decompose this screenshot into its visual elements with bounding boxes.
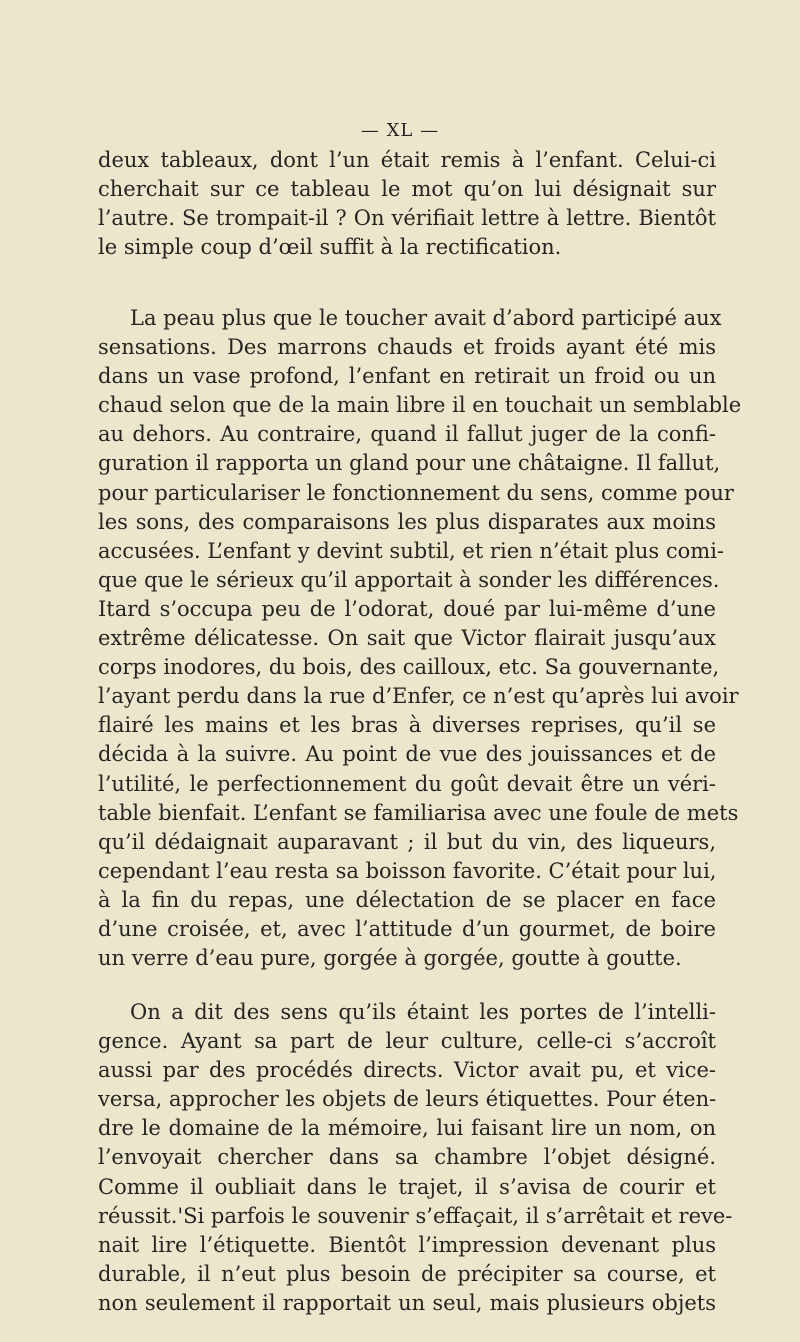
text-line: non seulement il rapportait un seul, mais plusieurs objets: [98, 1290, 716, 1315]
text-line: un verre d’eau pure, gorgée à gorgée, goutte à goutte.: [98, 946, 682, 971]
text-line: cherchait sur ce tableau le mot qu’on lui désignait sur: [98, 177, 716, 202]
text-line: flairé les mains et les bras à diverses reprises, qu’il se: [98, 713, 716, 738]
text-line: cependant l’eau resta sa boisson favorite. C’était pour lui,: [98, 858, 717, 883]
paragraph-1: [98, 146, 716, 262]
text-line: durable, il n’eut plus besoin de précipiter sa course, et: [98, 1261, 716, 1286]
text-line: l’envoyait chercher dans sa chambre l’objet désigné.: [98, 1145, 716, 1170]
text-line: corps inodores, du bois, des cailloux, etc. Sa gouvernante,: [98, 655, 720, 680]
text-line: que que le sérieux qu’il apportait à sonder les différences.: [98, 567, 720, 592]
text-line: deux tableaux, dont l’un était remis à l’enfant. Celui-ci: [98, 148, 716, 172]
text-line: le simple coup d’œil suffit à la rectification.: [98, 235, 562, 260]
text-line: dre le domaine de la mémoire, lui faisant lire un nom, on: [98, 1116, 716, 1141]
text-line: Itard s’occupa peu de l’odorat, doué par lui-même d’une: [98, 596, 716, 621]
text-line: réussit.'Si parfois le souvenir s’effaçait, il s’arrêtait et reve-: [98, 1203, 733, 1228]
text-line: versa, approcher les objets de leurs étiquettes. Pour éten-: [98, 1087, 717, 1112]
text-line: d’une croisée, et, avec l’attitude d’un gourmet, de boire: [98, 916, 716, 941]
text-line: sensations. Des marrons chauds et froids ayant été mis: [98, 335, 716, 360]
text-line: dans un vase profond, l’enfant en retirait un froid ou un: [98, 364, 716, 389]
text-line: l’utilité, le perfectionnement du goût devait être un véri-: [98, 771, 716, 796]
text-line: décida à la suivre. Au point de vue des jouissances et de: [98, 742, 716, 767]
text-line: guration il rapporta un gland pour une châtaigne. Il fallut,: [98, 451, 721, 476]
text-line: extrême délicatesse. On sait que Victor flairait jusqu’aux: [98, 626, 716, 651]
text-line: gence. Ayant sa part de leur culture, celle-ci s’accroît: [98, 1029, 716, 1054]
text-line: chaud selon que de la main libre il en touchait un semblable: [98, 393, 742, 418]
page-number: — XL —: [360, 120, 440, 141]
text-line: nait lire l’étiquette. Bientôt l’impression devenant plus: [98, 1232, 716, 1257]
text-line: table bienfait. L’enfant se familiarisa avec une foule de mets: [98, 800, 739, 825]
text-line: pour particulariser le fonctionnement du sens, comme pour: [98, 480, 734, 505]
text-line: à la fin du repas, une délectation de se placer en face: [98, 887, 716, 912]
paragraph-2: [98, 304, 742, 973]
text-line: Comme il oubliait dans le trajet, il s’avisa de courir et: [98, 1174, 716, 1199]
paragraph-3: [98, 998, 733, 1318]
text-line: On a dit des sens qu’ils étaint les portes de l’intelli-: [130, 1000, 716, 1024]
text-line: accusées. L’enfant y devint subtil, et rien n’était plus comi-: [98, 538, 725, 563]
text-line: qu’il dédaignait auparavant ; il but du vin, des liqueurs,: [98, 829, 716, 854]
text-line: les sons, des comparaisons les plus disparates aux moins: [98, 509, 716, 534]
text-line: aussi par des procédés directs. Victor avait pu, et vice-: [98, 1058, 716, 1083]
text-line: La peau plus que le toucher avait d’abord participé aux: [130, 306, 722, 330]
text-line: l’ayant perdu dans la rue d’Enfer, ce n’est qu’après lui avoir: [98, 684, 739, 709]
text-line: au dehors. Au contraire, quand il fallut juger de la confi-: [98, 422, 716, 447]
text-line: l’autre. Se trompait-il ? On vérifiait lettre à lettre. Bientôt: [98, 206, 716, 231]
